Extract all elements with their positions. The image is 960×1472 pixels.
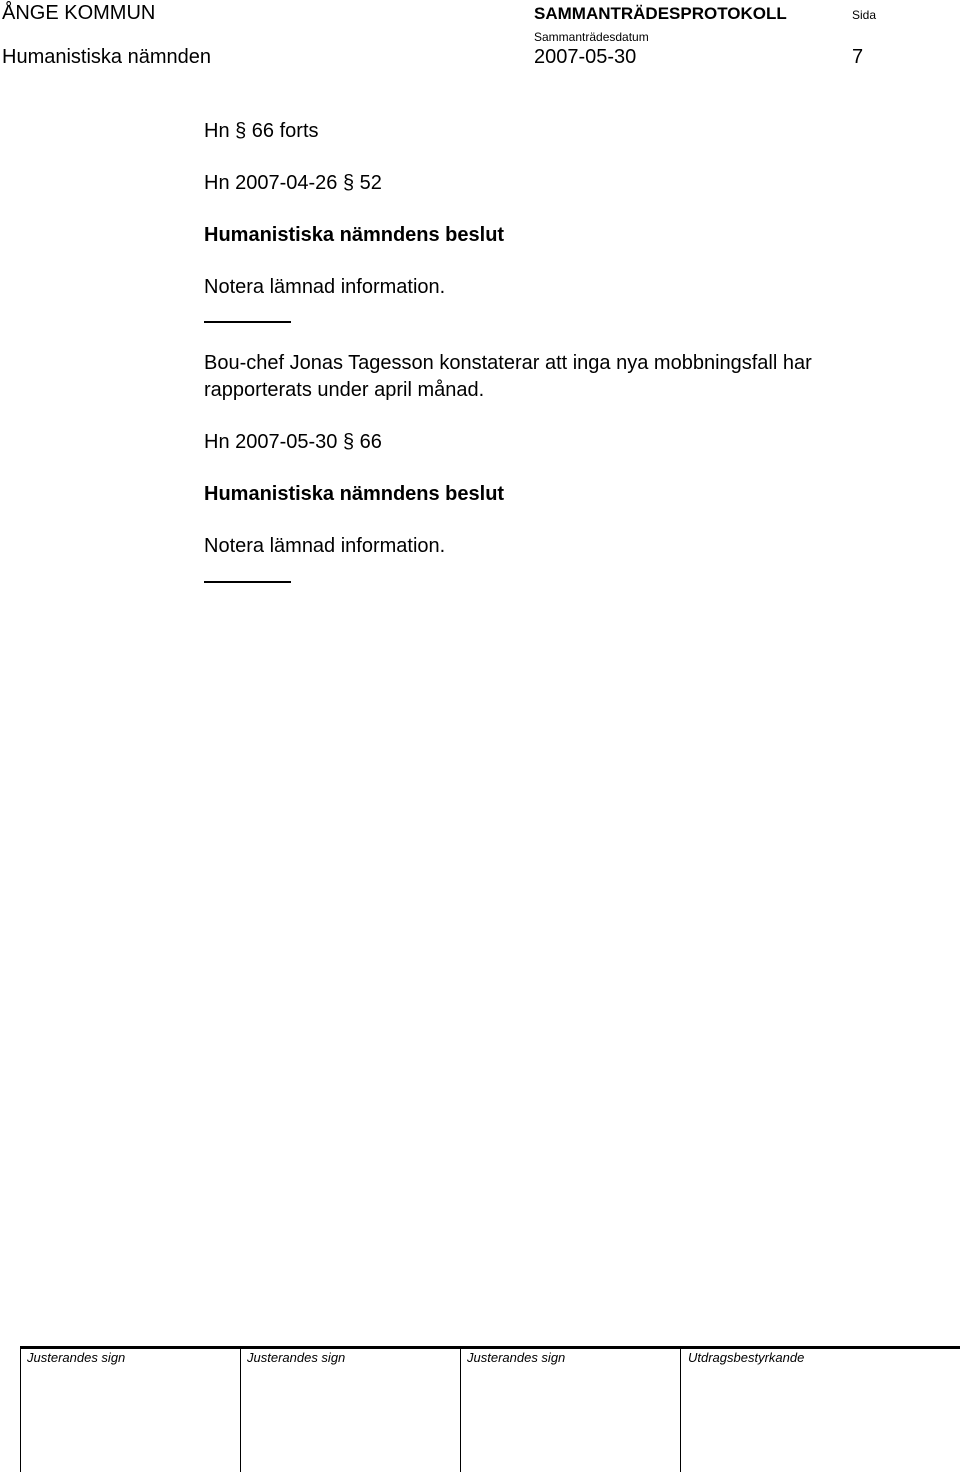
meeting-date-label: Sammanträdesdatum — [534, 30, 649, 44]
section-divider — [204, 321, 291, 323]
decision-heading: Humanistiska nämndens beslut — [204, 224, 505, 246]
section-divider — [204, 581, 291, 583]
decision-text: Notera lämnad information. — [204, 276, 446, 298]
signature-label: Justerandes sign — [27, 1350, 126, 1365]
footer-top-rule — [20, 1346, 960, 1349]
footer-cell-border — [460, 1348, 461, 1472]
page-number: 7 — [852, 46, 864, 68]
municipality-name: ÅNGE KOMMUN — [2, 2, 156, 24]
footer-cell-border — [20, 1348, 21, 1472]
signature-label: Justerandes sign — [467, 1350, 566, 1365]
previous-reference: Hn 2007-04-26 § 52 — [204, 172, 382, 194]
certification-label: Utdragsbestyrkande — [688, 1350, 805, 1365]
decision-heading: Humanistiska nämndens beslut — [204, 483, 505, 505]
footer-cell-border — [680, 1348, 681, 1472]
footer-cell-border — [240, 1348, 241, 1472]
decision-text: Notera lämnad information. — [204, 535, 446, 557]
committee-name: Humanistiska nämnden — [2, 46, 211, 68]
paragraph-line: rapporterats under april månad. — [204, 379, 485, 401]
meeting-date: 2007-05-30 — [534, 46, 637, 68]
page-label: Sida — [852, 8, 877, 22]
paragraph-line: Bou-chef Jonas Tagesson konstaterar att inga nya mobbningsfall har — [204, 352, 812, 374]
document-type: SAMMANTRÄDESPROTOKOLL — [534, 4, 787, 23]
current-reference: Hn 2007-05-30 § 66 — [204, 431, 382, 453]
section-reference: Hn § 66 forts — [204, 120, 319, 142]
signature-label: Justerandes sign — [247, 1350, 346, 1365]
